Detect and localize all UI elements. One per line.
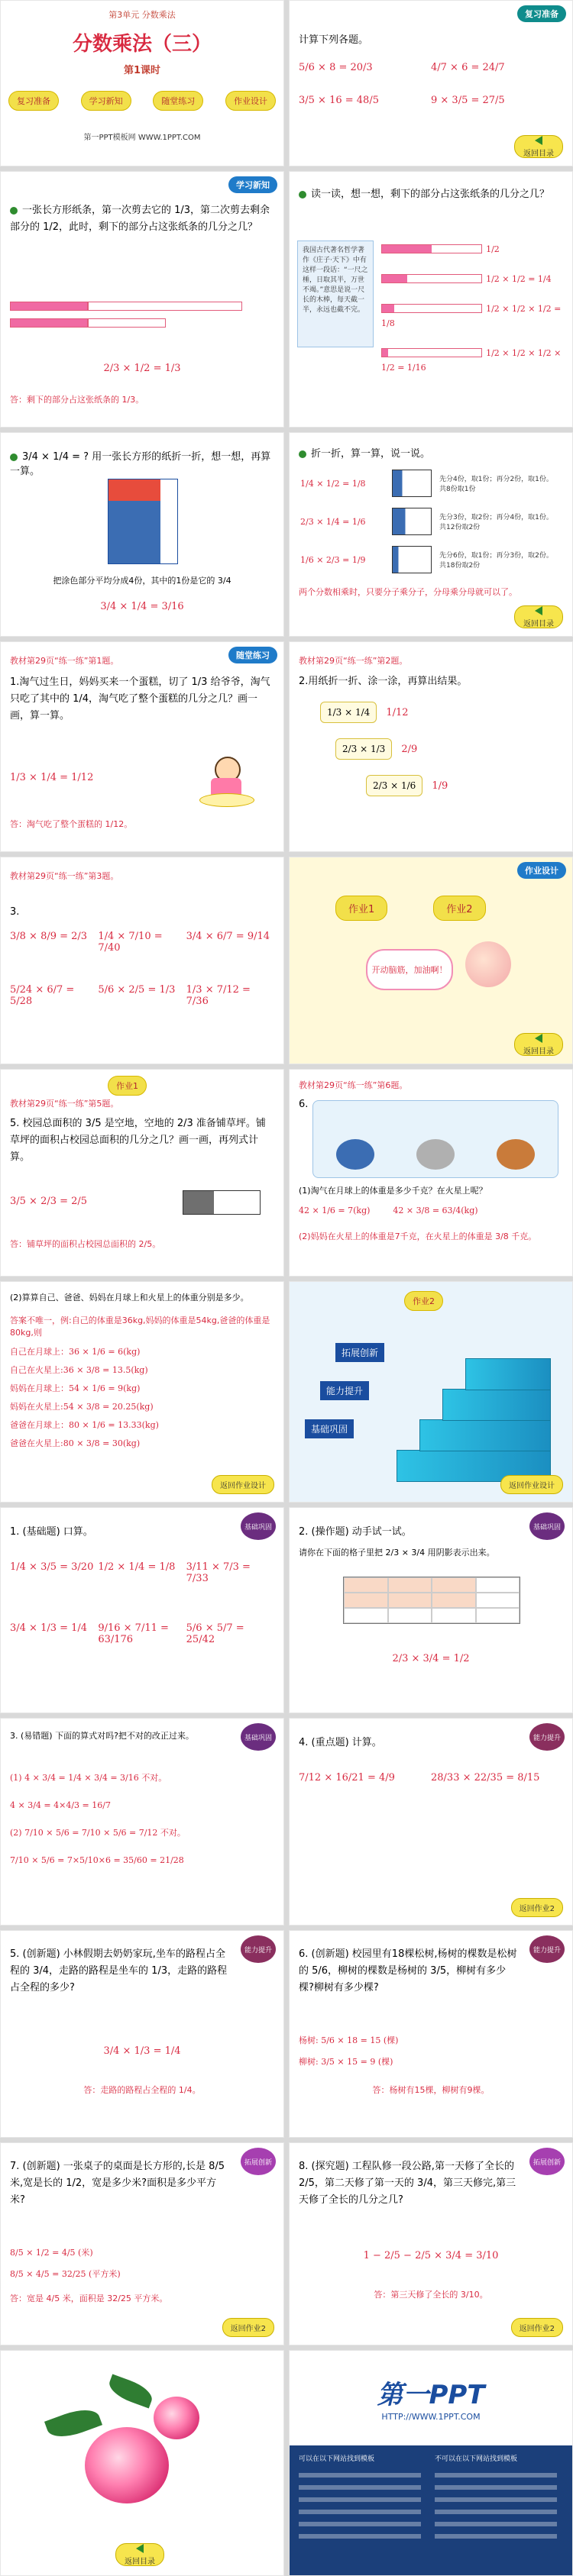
- basic-title: 1. (基础题) 口算。: [10, 1526, 93, 1538]
- hw1c-line-6: 爸爸在火星上:80 × 3/8 = 30(kg): [10, 1438, 141, 1448]
- slide-hw2-expand-2: [289, 2142, 573, 2345]
- innovate-question-6: 6. (创新题) 校园里有18棵松树,杨树的棵数是松树的 5/6，柳树的棵数是杨树的 3/5，柳树有多少棵?柳树有多少棵?: [299, 1948, 517, 1993]
- back-to-homework-button[interactable]: 返回作业设计: [500, 1475, 563, 1494]
- basic-eq-5: 9/16 × 7/11 = 63/176: [98, 1622, 169, 1645]
- explore-answer: 答：第三天修了全长的 3/10。: [374, 2290, 488, 2300]
- slide-hw2-basic-1: [0, 1507, 284, 1713]
- innovate-answer-5: 答：走路的路程占全程的 1/4。: [83, 2085, 201, 2095]
- footer-left-list: [299, 2473, 421, 2546]
- innovate-line-7-1: 8/5 × 1/2 = 4/5 (米): [10, 2248, 93, 2258]
- hw1-tag: 作业1: [108, 1076, 147, 1096]
- practice-source: 教材第29页“练一练”第1题。: [10, 656, 119, 666]
- scale-illustration: [312, 1100, 558, 1178]
- angel-illustration: [465, 941, 511, 987]
- error-title: 3. (易错题) 下面的算式对吗?把不对的改正过来。: [10, 1731, 194, 1741]
- innovate-answer-6: 答：杨树有15棵，柳树有9棵。: [372, 2085, 490, 2095]
- error-items: [10, 1764, 274, 1874]
- error-item-3: (2) 7/10 × 5/6 = 7/10 × 5/6 = 7/12 不对。: [10, 1828, 186, 1838]
- slide-hw2-basic-2: [289, 1507, 573, 1713]
- hw1b-source: 教材第29页“练一练”第6题。: [299, 1080, 408, 1090]
- fold-strip-3: 2/3 × 1/6: [366, 775, 422, 796]
- slide-learn-4: [289, 432, 573, 637]
- learn-tag: 学习新知: [228, 176, 277, 193]
- bullet-icon: [299, 450, 306, 458]
- fold-result-3: 1/9: [432, 780, 448, 792]
- basic-eq-4: 3/4 × 1/3 = 1/4: [10, 1622, 88, 1634]
- slide-learn-3: [0, 432, 284, 637]
- hw1b-question: (1)淘气在月球上的体重是多少千克？在火星上呢？: [299, 1186, 487, 1196]
- slide-practice-2: [289, 641, 573, 852]
- menu-learn-button[interactable]: 学习新知: [81, 91, 131, 111]
- key-equations: [299, 1772, 563, 1784]
- fold-calc-rows: [300, 470, 560, 573]
- fold-calc-row-1: 1/4 × 1/2 = 1/8 先分4份，取1份；再分2份，取1份。共8份取1份: [300, 470, 560, 497]
- lesson-title: 分数乘法（三）: [72, 33, 212, 56]
- fold-diagram-3: [392, 546, 432, 573]
- operation-text: 请你在下面的格子里把 2/3 × 3/4 用阴影表示出来。: [299, 1548, 495, 1558]
- slide-hw2-menu: [289, 1281, 573, 1503]
- review-equations: [299, 62, 563, 106]
- homework-2-button[interactable]: 作业2: [433, 896, 485, 921]
- slide-practice-3: [0, 857, 284, 1064]
- learn-question: 一张长方形纸条，第一次剪去它的 1/3，第二次剪去剩余部分的 1/2，此时，剩下的部分占这张纸条的几分之几？: [10, 205, 270, 233]
- basic-equations: [10, 1561, 274, 1645]
- error-item-2: 4 × 3/4 = 4×4/3 = 16/7: [10, 1800, 111, 1810]
- menu-practice-button[interactable]: 随堂练习: [153, 91, 203, 111]
- fold-strip-2: 2/3 × 1/3: [335, 738, 392, 760]
- encourage-bubble: 开动脑筋，加油啊！: [366, 949, 453, 990]
- back-to-homework-button[interactable]: 返回作业设计: [212, 1475, 274, 1494]
- practice-eq-6: 1/3 × 7/12 = 7/36: [186, 984, 251, 1007]
- hw1b-answer-mars: 42 × 3/8 = 63/4(kg): [393, 1206, 478, 1215]
- fold-equation: 3/4 × 1/4 = 3/16: [100, 601, 184, 612]
- innovate-eq-5: 3/4 × 1/3 = 1/4: [103, 2045, 181, 2057]
- hw1b-answer-moon: 42 × 1/6 = 7(kg): [299, 1206, 371, 1215]
- practice-eq-3: 3/4 × 6/7 = 9/14: [186, 931, 270, 942]
- slide-ending-flower: [0, 2350, 284, 2576]
- practice-eq-1: 3/8 × 8/9 = 2/3: [10, 931, 88, 942]
- footer-col-no: 不可以在以下网站找到模板: [435, 2455, 518, 2463]
- fold-diagram-2: [392, 508, 432, 535]
- fold-question: 3/4 × 1/4 = ? 用一张长方形的纸折一折，想一想，再算一算。: [10, 451, 271, 477]
- expand-badge: 拓展创新: [241, 2148, 276, 2175]
- key-eq-2: 28/33 × 22/35 = 8/15: [431, 1772, 540, 1784]
- practice-eq-2: 1/4 × 7/10 = 7/40: [98, 931, 163, 954]
- bullet-icon: [299, 191, 306, 199]
- practice-question: 2.用纸折一折、涂一涂，再算出结果。: [299, 676, 468, 687]
- fold-explanation: 把涂色部分平均分成4份，其中的1份是它的 3/4: [53, 576, 231, 586]
- learn-answer: 答：剩下的部分占这张纸条的 1/3。: [10, 395, 144, 405]
- fold-result-1: 1/12: [386, 706, 409, 718]
- innovate-line-6-1: 杨树: 5/6 × 18 = 15 (棵): [299, 2035, 399, 2045]
- back-to-homework2-button[interactable]: 返回作业2: [222, 2318, 274, 2337]
- slide-learn-1: [0, 171, 284, 428]
- hw1c-line-4: 妈妈在火星上:54 × 3/8 = 20.25(kg): [10, 1402, 154, 1412]
- explore-question: 8. (探究题) 工程队修一段公路,第一天修了全长的 2/5，第二天修了第一天的 3/4，第三天修完,第三天修了全长的几分之几?: [299, 2161, 516, 2206]
- hw1c-line-5: 爸爸在月球上：80 × 1/6 = 13.33(kg): [10, 1420, 159, 1430]
- brand-logo: 第一PPT: [377, 2380, 485, 2410]
- unit-label: 第3单元 分数乘法: [108, 10, 176, 20]
- operation-grid: [343, 1577, 520, 1624]
- hw1c-line-2: 自己在火星上:36 × 3/8 = 13.5(kg): [10, 1365, 148, 1375]
- innovate-lines-7: [10, 2242, 274, 2285]
- back-to-homework2-button[interactable]: 返回作业2: [511, 1898, 563, 1917]
- expand-badge: 拓展创新: [529, 2148, 565, 2175]
- strip-left: [88, 318, 166, 328]
- hw1-question: 5. 校园总面积的 3/5 是空地，空地的 2/3 准备铺草坪。铺草坪的面积占校园总面积的几分之几？画一画，再列式计算。: [10, 1118, 266, 1163]
- review-eq-3: 3/5 × 16 = 48/5: [299, 95, 379, 106]
- logo-area: [290, 2351, 572, 2442]
- hw1-equation: 3/5 × 2/3 = 2/5: [10, 1196, 88, 1207]
- menu-review-button[interactable]: 复习准备: [8, 91, 59, 111]
- back-arrow-icon: [535, 1034, 542, 1043]
- basic-badge: 基础巩固: [241, 1512, 276, 1540]
- peach-blossom-illustration: [85, 2427, 169, 2503]
- homework-1-button[interactable]: 作业1: [335, 896, 387, 921]
- peach-blossom-bud: [154, 2397, 199, 2439]
- strip-remaining: [88, 302, 242, 311]
- fold-grid: [108, 479, 178, 564]
- fold-calc-row-3: 1/6 × 2/3 = 1/9 先分6份，取1份；再分3份，取2份。共18份取2份: [300, 546, 560, 573]
- review-intro: 计算下列各题。: [299, 34, 369, 46]
- hw1b-label: 6.: [299, 1099, 309, 1110]
- review-eq-4: 9 × 3/5 = 27/5: [431, 95, 505, 106]
- slide-hw1-b: [289, 1069, 573, 1277]
- strip-second-cut: [10, 318, 88, 328]
- improve-badge: 能力提升: [241, 1935, 276, 1963]
- back-to-menu-button[interactable]: 返回目录: [115, 2543, 164, 2566]
- back-to-menu-button[interactable]: 返回目录: [514, 605, 563, 628]
- review-eq-1: 5/6 × 8 = 20/3: [299, 62, 373, 73]
- girl-with-cake-illustration: [199, 757, 253, 810]
- review-tag: 复习准备: [517, 5, 566, 22]
- slide-practice-1: [0, 641, 284, 852]
- stair-step-3: [442, 1389, 551, 1421]
- error-item-4: 7/10 × 5/6 = 7×5/10×6 = 35/60 = 21/28: [10, 1855, 184, 1865]
- innovate-question-5: 5. (创新题) 小林假期去奶奶家玩,坐车的路程占全程的 3/4，走路的路程是坐车的 1/3，走路的路程占全程的多少?: [10, 1948, 228, 1993]
- hw1b-answers: [299, 1206, 563, 1215]
- stair-label-expand[interactable]: 拓展创新: [335, 1343, 384, 1362]
- operation-title: 2. (操作题) 动手试一试。: [299, 1526, 412, 1538]
- bullet-icon: [10, 454, 18, 461]
- hw1c-question: (2)算算自己、爸爸、妈妈在月球上和火星上的体重分别是多少。: [10, 1293, 249, 1303]
- practice-equation: 1/3 × 1/4 = 1/12: [10, 772, 94, 783]
- homework-buttons: [335, 896, 486, 921]
- innovate-line-6-2: 柳树: 3/5 × 15 = 9 (棵): [299, 2057, 393, 2067]
- footer-panel: [290, 2445, 572, 2575]
- slide-hw2-expand-1: [0, 2142, 284, 2345]
- ancient-quote-box: 我国古代著名哲学著作《庄子·天下》中有这样一段话：“一尺之棰，日取其半，万世不竭。”意思是说一尺长的木棒，每天截一半，永远也截不完。: [297, 240, 374, 347]
- halving-rows: [381, 240, 563, 373]
- hw1c-lines: [10, 1343, 274, 1453]
- basic-badge: 基础巩固: [241, 1723, 276, 1751]
- strip-first-cut: [10, 302, 88, 311]
- practice-tag: 随堂练习: [228, 647, 277, 663]
- basic-eq-6: 5/6 × 5/7 = 25/42: [186, 1622, 244, 1645]
- slide-homework-menu: [289, 857, 573, 1064]
- hw1-grid: [183, 1190, 261, 1215]
- basic-eq-1: 1/4 × 3/5 = 3/20: [10, 1561, 94, 1573]
- back-arrow-icon: [136, 2544, 144, 2553]
- practice-source: 教材第29页“练一练”第3题。: [10, 871, 119, 881]
- innovate-line-7-2: 8/5 × 4/5 = 32/25 (平方米): [10, 2269, 121, 2279]
- hw1c-line-3: 妈妈在月球上：54 × 1/6 = 9(kg): [10, 1383, 141, 1393]
- practice-question: 1.淘气过生日，妈妈买来一个蛋糕，切了 1/3 给爷爷，淘气只吃了其中的 1/4，淘气吃了整个蛋糕的几分之几？画一画，算一算。: [10, 676, 270, 721]
- slide-ending-logo: [289, 2350, 573, 2576]
- practice-label: 3.: [10, 906, 20, 918]
- homework-tag: 作业设计: [517, 862, 566, 879]
- back-to-menu-button[interactable]: 返回目录: [514, 135, 563, 158]
- hw1-source: 教材第29页“练一练”第5题。: [10, 1099, 119, 1109]
- back-arrow-icon: [535, 136, 542, 145]
- error-item-1: (1) 4 × 3/4 = 1/4 × 3/4 = 3/16 不对。: [10, 1773, 167, 1783]
- innovate-question-7: 7. (创新题) 一张桌子的桌面是长方形的,长是 8/5 米,宽是长的 1/2，宽是多少米?面积是多少平方米?: [10, 2161, 225, 2206]
- basic-eq-2: 1/2 × 1/4 = 1/8: [98, 1561, 176, 1573]
- stair-step-4: [465, 1358, 551, 1390]
- halving-row-2: 1/2 × 1/2 = 1/4: [381, 270, 563, 285]
- menu-homework-button[interactable]: 作业设计: [225, 91, 276, 111]
- learn-equation: 2/3 × 1/2 = 1/3: [103, 363, 181, 374]
- site-credit: 第一PPT模板网 WWW.1PPT.COM: [83, 134, 201, 142]
- hw2-tag: 作业2: [404, 1291, 443, 1311]
- slide-cover: [0, 0, 284, 166]
- slide-learn-2: [289, 171, 573, 428]
- halving-row-1: 1/2: [381, 240, 563, 255]
- practice-eq-4: 5/24 × 6/7 = 5/28: [10, 984, 75, 1007]
- strip-diagram: [10, 302, 274, 328]
- basic-badge: 基础巩固: [529, 1512, 565, 1540]
- review-eq-2: 4/7 × 6 = 24/7: [431, 62, 505, 73]
- fold-calc-title: 折一折，算一算，说一说。: [299, 445, 563, 460]
- halving-row-4: 1/2 × 1/2 × 1/2 × 1/2 = 1/16: [381, 348, 562, 373]
- brand-url: HTTP://WWW.1PPT.COM: [381, 2412, 481, 2422]
- slide-hw2-improve-2: [0, 1930, 284, 2138]
- practice-equations: [10, 931, 274, 1007]
- back-to-menu-button[interactable]: 返回目录: [514, 1033, 563, 1056]
- hw1c-line-1: 自己在月球上：36 × 1/6 = 6(kg): [10, 1347, 141, 1357]
- halving-row-3: 1/2 × 1/2 × 1/2 = 1/8: [381, 304, 562, 328]
- fold-result-2: 2/9: [401, 743, 418, 755]
- hw1c-answer: 答案不唯一，例:自己的体重是36kg,妈妈的体重是54kg,爸爸的体重是80kg,则: [10, 1315, 270, 1338]
- leaf-illustration-2: [105, 2374, 155, 2409]
- footer-col-ok: 可以在以下网站找到模板: [299, 2455, 375, 2463]
- innovate-answer-7: 答：宽是 4/5 米，面积是 32/25 平方米。: [10, 2294, 168, 2303]
- hw1b-note: (2)妈妈在火星上的体重是7千克，在火星上的体重是 3/8 千克。: [299, 1232, 537, 1241]
- fold-strip-1: 1/3 × 1/4: [320, 702, 377, 723]
- fold-strips: [320, 702, 557, 796]
- operation-equation: 2/3 × 3/4 = 1/2: [392, 1653, 470, 1664]
- back-to-homework2-button[interactable]: 返回作业2: [511, 2318, 563, 2337]
- fold-diagram-1: [392, 470, 432, 497]
- hw1-answer: 答：铺草坪的面积占校园总面积的 2/5。: [10, 1239, 161, 1249]
- fold-summary: 两个分数相乘时，只要分子乘分子，分母乘分母就可以了。: [299, 587, 517, 597]
- footer-right-list: [435, 2473, 557, 2546]
- practice-answer: 答：淘气吃了整个蛋糕的 1/12。: [10, 819, 133, 829]
- key-eq-1: 7/12 × 16/21 = 4/9: [299, 1772, 395, 1784]
- basic-eq-3: 3/11 × 7/3 = 7/33: [186, 1561, 251, 1584]
- practice-eq-5: 5/6 × 2/5 = 1/3: [98, 984, 176, 996]
- stair-step-2: [419, 1419, 551, 1451]
- key-title: 4. (重点题) 计算。: [299, 1737, 382, 1748]
- stair-label-basic[interactable]: 基础巩固: [305, 1419, 354, 1438]
- slide-hw1-a: [0, 1069, 284, 1277]
- cover-menu: [8, 91, 276, 111]
- slide-hw2-improve-3: [289, 1930, 573, 2138]
- improve-badge: 能力提升: [529, 1723, 565, 1751]
- improve-badge: 能力提升: [529, 1935, 565, 1963]
- lesson-subtitle: 第1课时: [123, 65, 161, 76]
- slide-hw1-c: [0, 1281, 284, 1503]
- leaf-illustration: [44, 2403, 102, 2443]
- bullet-icon: [10, 207, 18, 215]
- slide-review: [289, 0, 573, 166]
- slide-hw2-basic-3: [0, 1718, 284, 1926]
- fold-calc-row-2: 2/3 × 1/4 = 1/6 先分3份，取2份；再分4份，取1份。共12份取2份: [300, 508, 560, 535]
- reading-question: 读一读，想一想，剩下的部分占这张纸条的几分之几？: [299, 187, 563, 202]
- stair-label-improve[interactable]: 能力提升: [320, 1381, 369, 1400]
- back-arrow-icon: [535, 606, 542, 615]
- explore-equation: 1 − 2/5 − 2/5 × 3/4 = 3/10: [363, 2250, 499, 2261]
- practice-source: 教材第29页“练一练”第2题。: [299, 656, 408, 666]
- innovate-lines-6: [299, 2030, 563, 2073]
- slide-hw2-improve-1: [289, 1718, 573, 1926]
